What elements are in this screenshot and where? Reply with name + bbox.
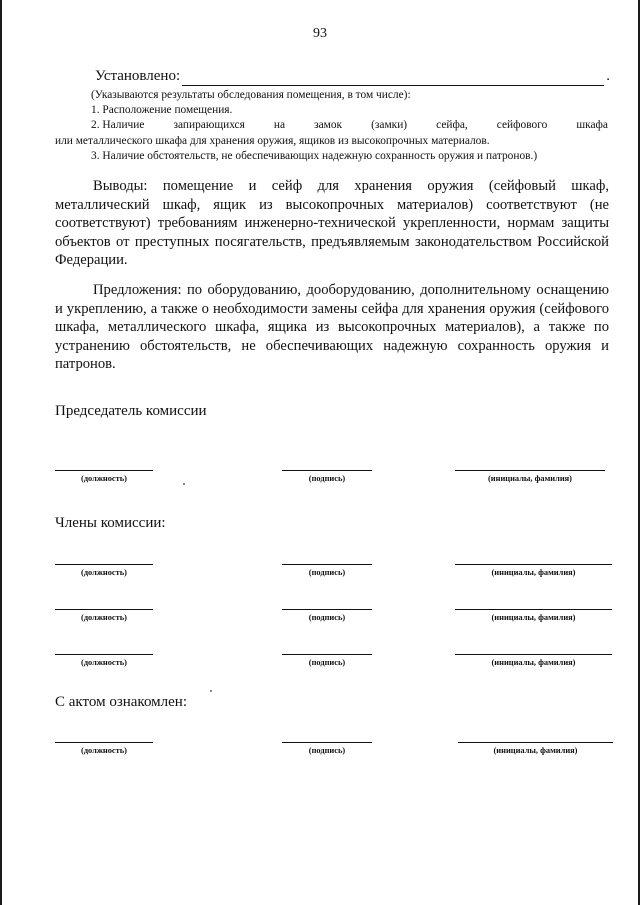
scan-speck xyxy=(183,483,185,485)
notes-item-2-word: замок xyxy=(314,119,343,132)
initials-line xyxy=(455,654,612,655)
notes-item-3: 3. Наличие обстоятельств, не обеспечивающих надежную сохранность оружия и патронов.) xyxy=(91,149,538,162)
notes-item-2-word: запирающихся xyxy=(173,119,245,132)
established-blank-line xyxy=(182,70,604,86)
notes-item-2-word: на xyxy=(273,119,286,132)
acquainted-signature-row xyxy=(0,742,640,766)
scan-speck xyxy=(210,690,212,692)
proposals-paragraph xyxy=(55,281,609,374)
notes-item-1: 1. Расположение помещения. xyxy=(91,104,233,117)
established-label: Установлено: xyxy=(95,68,181,84)
signature-label: (подпись) xyxy=(308,746,346,755)
notes-item-2-word: (замки) xyxy=(371,119,408,132)
chairman-heading: Председатель комиссии xyxy=(55,403,207,419)
signature-label: (подпись) xyxy=(308,474,346,483)
notes-intro: (Указываются результаты обследования помещения, в том числе): xyxy=(91,89,411,101)
notes-item-2-word: шкафа xyxy=(576,119,608,132)
conclusions-text: Выводы: помещение и сейф для хранения оружия (сейфовый шкаф, металлический шкаф, ящик из высокопрочных материалов) соответствуют (не соответствуют) требованиям инженерно-технической укрепленности, нормам защиты объектов от преступных посягательств, предъявляемым законодательством Российской Федерации. xyxy=(55,178,609,269)
initials-label: (инициалы, фамилия) xyxy=(491,658,576,667)
position-line xyxy=(55,654,153,655)
proposals-text: Предложения: по оборудованию, дооборудованию, дополнительному оснащению и укреплению, а также о необходимости замены сейфа для хранения оружия (сейфового шкафа, металлического шкафа, ящика из высокопрочных материалов), а также по устранению обстоятельств, не обеспечивающих надежную сохранность оружия и патронов. xyxy=(55,282,609,373)
established-field xyxy=(95,66,610,86)
members-heading: Члены комиссии: xyxy=(55,515,166,531)
initials-line xyxy=(455,470,605,471)
inspection-notes xyxy=(55,88,608,164)
position-line xyxy=(55,609,153,610)
signature-label: (подпись) xyxy=(308,568,346,577)
established-end: . xyxy=(606,68,610,84)
position-line xyxy=(55,742,153,743)
signature-line xyxy=(282,742,372,743)
initials-label: (инициалы, фамилия) xyxy=(493,746,578,755)
page-number: 93 xyxy=(313,26,327,41)
position-line xyxy=(55,564,153,565)
position-label: (должность) xyxy=(81,568,127,577)
position-line xyxy=(55,470,153,471)
initials-line xyxy=(455,564,612,565)
conclusions-paragraph xyxy=(55,177,609,270)
signature-line xyxy=(282,470,372,471)
initials-label: (инициалы, фамилия) xyxy=(488,474,572,483)
notes-item-2-continuation: или металлического шкафа для хранения оружия, ящиков из высокопрочных материалов. xyxy=(55,134,490,147)
signature-label: (подпись) xyxy=(308,658,346,667)
scan-edge-left xyxy=(0,0,2,905)
position-label: (должность) xyxy=(81,658,127,667)
initials-line xyxy=(458,742,613,743)
signature-line xyxy=(282,654,372,655)
initials-line xyxy=(455,609,612,610)
acquainted-heading: С актом ознакомлен: xyxy=(55,694,187,710)
chairman-signature-row xyxy=(0,470,640,494)
signature-line xyxy=(282,564,372,565)
notes-item-2-word: 2. Наличие xyxy=(91,119,145,132)
member-signature-row xyxy=(0,654,640,678)
position-label: (должность) xyxy=(81,474,127,483)
signature-line xyxy=(282,609,372,610)
position-label: (должность) xyxy=(81,613,127,622)
member-signature-row xyxy=(0,609,640,633)
notes-item-2-line xyxy=(55,118,608,133)
signature-label: (подпись) xyxy=(308,613,346,622)
position-label: (должность) xyxy=(81,746,127,755)
notes-item-2-word: сейфового xyxy=(496,119,548,132)
member-signature-row xyxy=(0,564,640,588)
notes-item-2-word: сейфа, xyxy=(436,119,468,132)
initials-label: (инициалы, фамилия) xyxy=(491,568,576,577)
initials-label: (инициалы, фамилия) xyxy=(491,613,576,622)
